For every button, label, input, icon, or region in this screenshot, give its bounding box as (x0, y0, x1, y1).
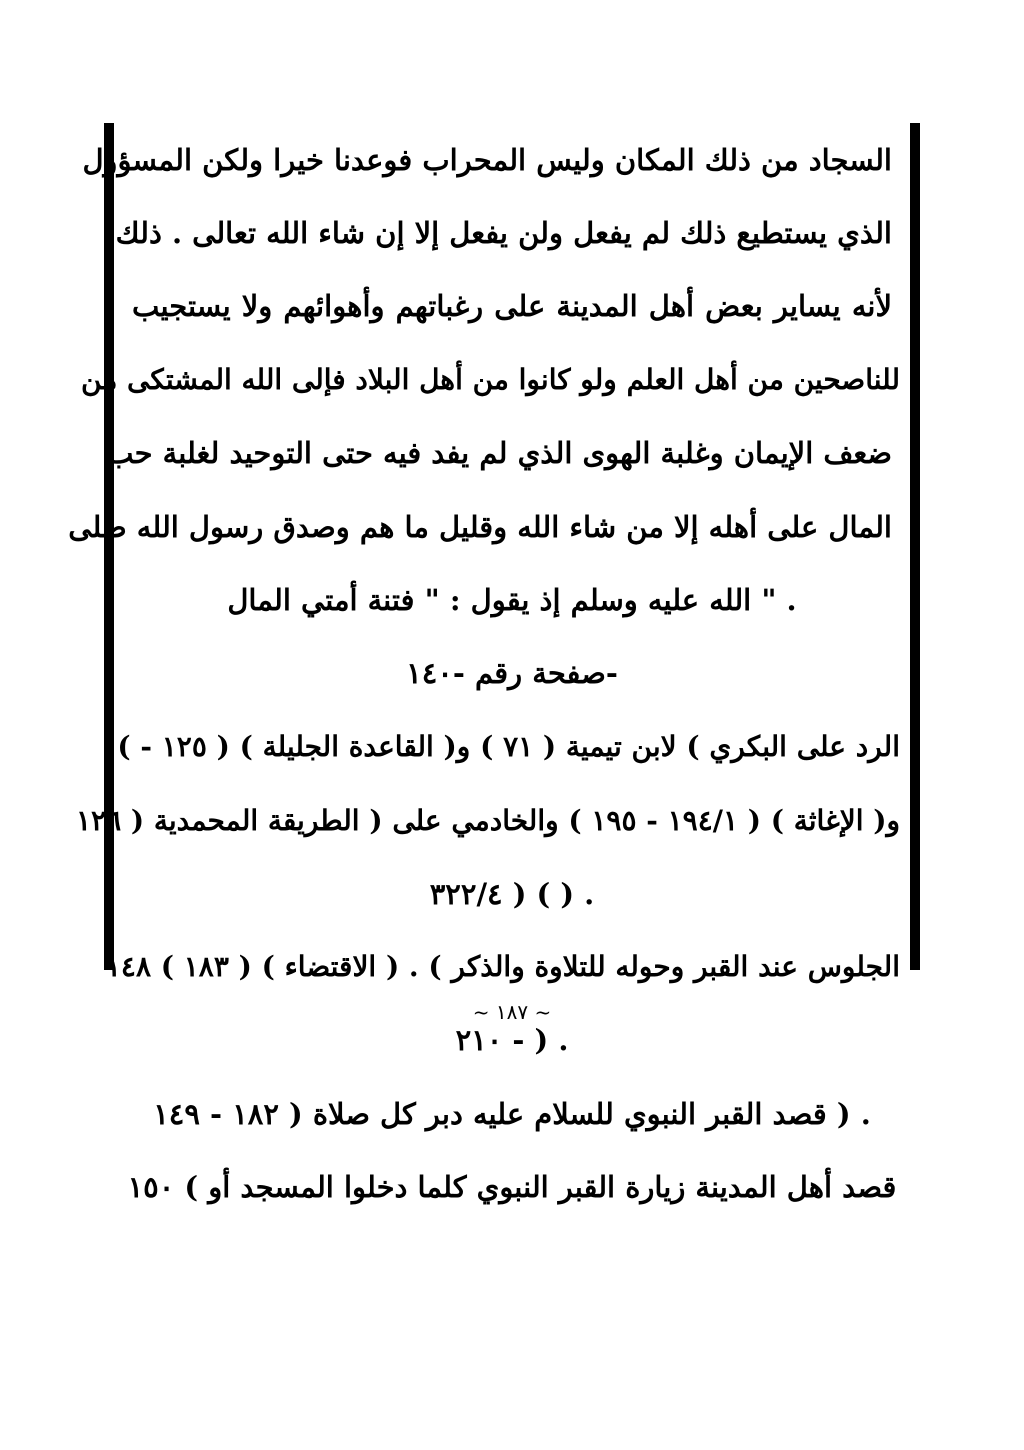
text-line (114, 1150, 910, 1223)
text-line (114, 270, 910, 343)
text-line-content: للناصحين من أهل العلم ولو كانوا من أهل البلاد فإلى الله المشتكى من (81, 363, 900, 397)
text-line (105, 930, 910, 1003)
page-text-block (68, 123, 910, 1224)
text-line (114, 196, 910, 269)
text-line-content: قصد أهل المدينة زيارة القبر النبوي كلما دخلوا المسجد أو ) ١٥٠ (127, 1170, 897, 1205)
text-line-content: السجاد من ذلك المكان وليس المحراب فوعدنا خيرا ولكن المسؤول (82, 142, 892, 177)
text-line (114, 1077, 910, 1150)
text-line-content: و( الإغاثة ) ( ١٩٤/١ - ١٩٥ ) والخادمي على ( الطريقة المحمدية ( ١٢٦ (76, 803, 900, 837)
text-line-content: الجلوس عند القبر وحوله للتلاوة والذكر ) . ( الاقتضاء ) ( ١٨٣ ) ١٤٨ (105, 950, 900, 984)
text-line-content: ضعف الإيمان وغلبة الهوى الذي لم يفد فيه حتى التوحيد لغلبة حب (106, 436, 892, 471)
page-number: ~ ١٨٧ ~ (472, 1000, 552, 1024)
left-border-bar (104, 123, 114, 970)
text-line (106, 417, 910, 490)
text-line-content: الذي يستطيع ذلك لم يفعل ولن يفعل إلا إن شاء الله تعالى . ذلك (115, 216, 892, 251)
page-reference: -صفحة رقم -١٤٠ (406, 656, 618, 691)
text-line (114, 710, 910, 783)
text-line-content: المال على أهله إلا من شاء الله وقليل ما هم وصدق رسول الله صلى (68, 509, 892, 544)
text-line (81, 343, 910, 416)
text-line-content: لأنه يساير بعض أهل المدينة على رغباتهم وأهوائهم ولا يستجيب (132, 289, 892, 324)
text-line (82, 123, 910, 196)
text-line (114, 857, 910, 930)
text-line (114, 563, 910, 636)
text-line (68, 490, 910, 563)
text-line-content: . ( ) ( ٣٢٢/٤ (429, 876, 595, 911)
text-line (76, 784, 910, 857)
text-line-content: . " الله عليه وسلم إذ يقول : " فتنة أمتي المال (227, 583, 797, 618)
text-line-content: الرد على البكري ) لابن تيمية ( ٧١ ) و( القاعدة الجليلة ) ( ١٢٥ - ) (117, 730, 900, 764)
page-reference-line (114, 637, 910, 710)
text-line-content: . ( - ٢١٠ (455, 1023, 569, 1058)
text-line-content: . ( قصد القبر النبوي للسلام عليه دبر كل صلاة ( ١٨٢ - ١٤٩ (153, 1096, 871, 1131)
right-border-bar (910, 123, 920, 970)
